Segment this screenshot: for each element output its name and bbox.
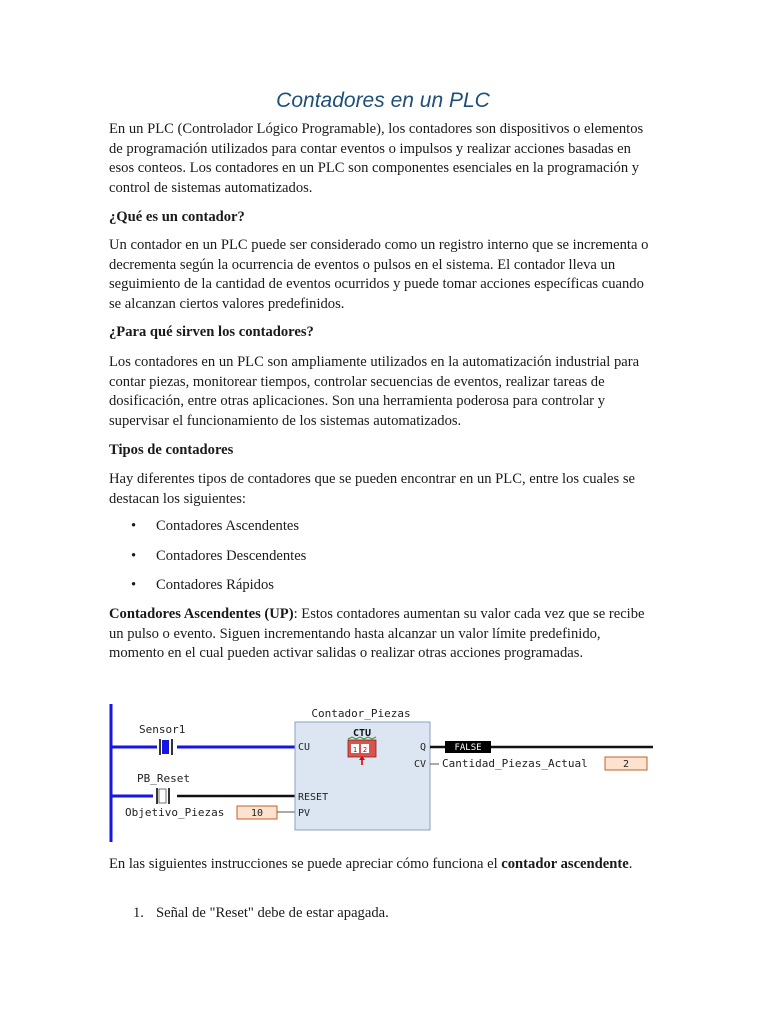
bullet-icon: •	[131, 577, 137, 593]
bullet-icon: •	[131, 518, 137, 534]
list-item: • Contadores Rápidos	[109, 576, 657, 606]
up-counter-paragraph: Contadores Ascendentes (UP): Estos contadores aumentan su valor cada vez que se recibe un pulso o evento. Siguen incrementando hasta alcanzar un valor límite predefinido, momento en el cual pueden activar salidas o realizar otras acciones programadas.	[109, 606, 645, 661]
pv-variable: Objetivo_Piezas	[125, 806, 225, 819]
pin-cv: CV	[413, 759, 426, 770]
block-name: Contador_Piezas	[311, 707, 411, 720]
section-heading-tipos: Tipos de contadores	[109, 442, 234, 458]
section-heading-que-es: ¿Qué es un contador?	[109, 209, 245, 225]
section-paragraph-para-que: Los contadores en un PLC son ampliamente utilizados en la automatización industrial para contar piezas, monitorear tiempos, controlar secuencias de eventos, realizar tareas de dosificación, entre otras aplicaciones. Son una herramienta poderosa para controlar y supervisar el funcionamiento de los sistemas automatizados.	[109, 354, 640, 429]
section-paragraph-que-es: Un contador en un PLC puede ser considerado como un registro interno que se incrementa o decrementa según la ocurrencia de eventos o pulsos en el sistema. El contador lleva un seguimiento de la cantidad de eventos ocurridos y puede tomar acciones específicas cuando se alcanzan ciertos valores predefinidos.	[109, 237, 649, 312]
reset-label: PB_Reset	[137, 772, 190, 785]
counter-types-list	[109, 517, 657, 606]
svg-text:1: 1	[352, 746, 358, 754]
block-type: CTU	[352, 728, 372, 739]
sensor-label: Sensor1	[139, 723, 186, 736]
q-state: FALSE	[454, 743, 482, 753]
after-diagram-paragraph: En las siguientes instrucciones se puede apreciar cómo funciona el contador ascendente.	[109, 856, 633, 872]
page-title: Contadores en un PLC	[276, 89, 490, 112]
pin-q: Q	[419, 742, 426, 753]
reset-contact-icon	[157, 788, 169, 804]
cv-variable: Cantidad_Piezas_Actual	[442, 757, 588, 770]
pv-value: 10	[250, 808, 264, 819]
list-item: • Contadores Descendentes	[109, 547, 657, 577]
pin-cu: CU	[298, 742, 311, 753]
pin-pv: PV	[298, 808, 311, 819]
list-item: 1. Señal de "Reset" debe de estar apagada.	[133, 905, 389, 921]
ladder-diagram	[105, 700, 665, 845]
steps-list	[109, 904, 389, 924]
up-counter-term: Contadores Ascendentes (UP)	[109, 606, 294, 622]
pin-reset: RESET	[298, 792, 329, 803]
list-item: • Contadores Ascendentes	[109, 517, 657, 547]
bullet-icon: •	[131, 547, 137, 564]
section-paragraph-tipos: Hay diferentes tipos de contadores que se pueden encontrar en un PLC, entre los cuales se destacan los siguientes:	[109, 471, 636, 507]
svg-text:2: 2	[362, 746, 368, 754]
cv-value: 2	[622, 759, 630, 770]
intro-paragraph: En un PLC (Controlador Lógico Programable), los contadores son dispositivos o elementos de programación utilizados para contar eventos o impulsos y realizar acciones basadas en esos conteos. Los contadores en un PLC son componentes esenciales en la programación y control de sistemas automatizados.	[109, 121, 644, 196]
section-heading-para-que: ¿Para qué sirven los contadores?	[109, 324, 314, 340]
